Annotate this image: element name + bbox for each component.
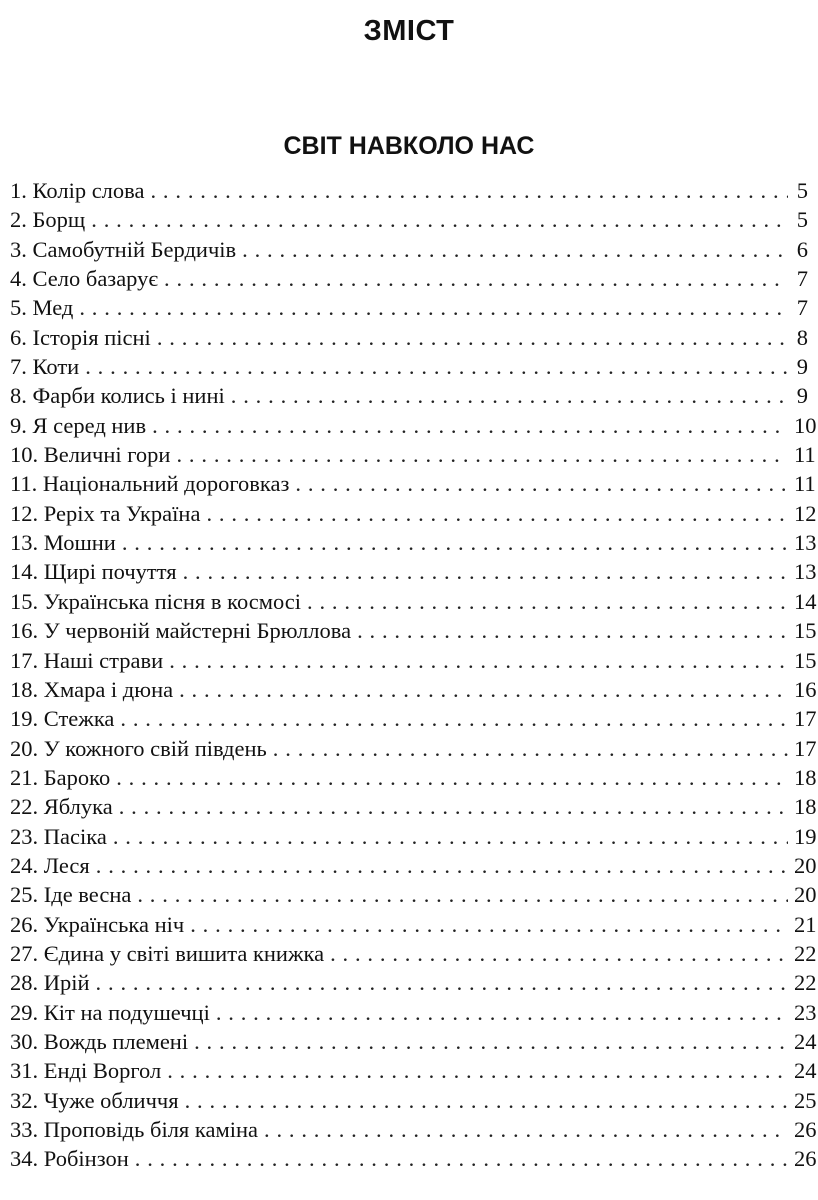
- toc-entry-page-number: 11: [794, 442, 816, 468]
- toc-entry-title: 18. Хмара і дюна: [10, 676, 174, 702]
- toc-entry-title: 30. Вождь племені: [10, 1028, 189, 1054]
- toc-entry[interactable]: [10, 205, 808, 234]
- dot-leader: [122, 528, 788, 557]
- dot-leader: [190, 910, 788, 939]
- dot-leader: [113, 822, 788, 851]
- toc-entry-title: 26. Українська ніч: [10, 911, 185, 937]
- dot-leader: [194, 1027, 788, 1056]
- toc-entry-title: 1. Колір слова: [10, 178, 145, 203]
- dot-leader: [137, 880, 788, 909]
- toc-entry-page-number: 13: [794, 559, 817, 585]
- dot-leader: [91, 205, 788, 234]
- toc-entry-title: 4. Село базарує: [10, 266, 159, 292]
- dot-leader: [119, 792, 788, 821]
- toc-entry-page-number: 14: [794, 588, 817, 614]
- toc-entry-page-number: 21: [794, 911, 817, 937]
- dot-leader: [231, 381, 788, 410]
- toc-entry-page-number: 24: [794, 1028, 817, 1054]
- toc-entry[interactable]: [10, 792, 817, 821]
- dot-leader: [164, 264, 788, 293]
- toc-entry[interactable]: [10, 910, 817, 939]
- toc-entry-page-number: 6: [796, 236, 808, 262]
- dot-leader: [135, 1144, 788, 1173]
- toc-entry-page-number: 20: [794, 882, 817, 908]
- toc-entry-title: 15. Українська пісня в космосі: [10, 588, 302, 614]
- toc-entry-page-number: 5: [796, 178, 808, 203]
- dot-leader: [85, 352, 788, 381]
- toc-entry[interactable]: [10, 734, 817, 763]
- toc-entry-page-number: 7: [796, 266, 808, 292]
- dot-leader: [167, 1056, 788, 1085]
- dot-leader: [264, 1115, 788, 1144]
- dot-leader: [116, 763, 788, 792]
- toc-entry-page-number: 9: [796, 383, 808, 409]
- toc-entry-title: 7. Коти: [10, 354, 80, 380]
- toc-entry-page-number: 5: [796, 207, 808, 233]
- toc-entry-title: 6. Історія пісні: [10, 324, 151, 350]
- toc-entry-title: 28. Ирій: [10, 970, 90, 996]
- dot-leader: [273, 734, 788, 763]
- toc-entry-page-number: 15: [794, 618, 817, 644]
- dot-leader: [307, 587, 788, 616]
- toc-entry-title: 14. Щирі почуття: [10, 559, 177, 585]
- toc-entry[interactable]: [10, 880, 817, 909]
- toc-entry-title: 16. У червоній майстерні Брюллова: [10, 618, 352, 644]
- toc-entry-title: 22. Яблука: [10, 794, 113, 820]
- dot-leader: [96, 968, 788, 997]
- toc-entry-title: 5. Мед: [10, 295, 74, 321]
- toc-entry[interactable]: [10, 1115, 817, 1144]
- toc-entry[interactable]: [10, 440, 816, 469]
- toc-entry-page-number: 26: [794, 1117, 817, 1142]
- dot-leader: [96, 851, 788, 880]
- toc-entry-page-number: 17: [794, 735, 817, 761]
- toc-entry[interactable]: [10, 822, 817, 851]
- toc-entry-page-number: 18: [794, 794, 817, 820]
- toc-entry-page-number: 18: [794, 764, 817, 790]
- toc-entry-page-number: 7: [796, 295, 808, 321]
- toc-entry-page-number: 13: [794, 530, 817, 556]
- dot-leader: [179, 675, 788, 704]
- toc-entry-page-number: 25: [794, 1087, 817, 1113]
- toc-entry[interactable]: [10, 528, 817, 557]
- toc-entry[interactable]: [10, 1056, 817, 1085]
- toc-entry-title: 21. Бароко: [10, 764, 111, 790]
- toc-entry[interactable]: [10, 557, 817, 586]
- toc-entry-page-number: 8: [796, 324, 808, 350]
- dot-leader: [242, 235, 788, 264]
- dot-leader: [157, 323, 788, 352]
- toc-entry-title: 8. Фарби колись і нині: [10, 383, 225, 409]
- toc-entry[interactable]: [10, 411, 817, 440]
- toc-entry-page-number: 11: [794, 471, 816, 497]
- toc-entry[interactable]: [10, 998, 817, 1027]
- dot-leader: [330, 939, 788, 968]
- toc-entry-title: 29. Кіт на подушечці: [10, 999, 210, 1025]
- dot-leader: [176, 440, 788, 469]
- section-title: СВІТ НАВКОЛО НАС: [283, 132, 535, 160]
- toc-entry[interactable]: [10, 616, 817, 645]
- toc-entry[interactable]: [10, 675, 817, 704]
- dot-leader: [185, 1086, 788, 1115]
- toc-entry[interactable]: [10, 968, 817, 997]
- toc-entry[interactable]: [10, 469, 816, 498]
- toc-entry[interactable]: [10, 352, 808, 381]
- toc-entry-page-number: 19: [794, 823, 817, 849]
- toc-entry-page-number: 22: [794, 940, 817, 966]
- toc-entry[interactable]: [10, 851, 817, 880]
- toc-entry[interactable]: [10, 1144, 817, 1173]
- toc-entry-title: 3. Самобутній Бердичів: [10, 236, 237, 262]
- toc-entry-page-number: 17: [794, 706, 817, 732]
- page-title: ЗМІСТ: [363, 15, 455, 47]
- toc-entry-page-number: 23: [794, 999, 817, 1025]
- toc-entry[interactable]: [10, 1086, 817, 1115]
- toc-entry-title: 10. Величні гори: [10, 442, 171, 468]
- toc-entry[interactable]: [10, 587, 817, 616]
- toc-entry[interactable]: [10, 264, 808, 293]
- dot-leader: [295, 469, 788, 498]
- toc-entry[interactable]: [10, 323, 808, 352]
- toc-entry-title: 27. Єдина у світі вишита книжка: [10, 940, 325, 966]
- toc-entry-title: 33. Проповідь біля каміна: [10, 1117, 258, 1142]
- dot-leader: [169, 646, 788, 675]
- toc-entry-page-number: 12: [794, 500, 817, 526]
- dot-leader: [206, 499, 788, 528]
- toc-entry[interactable]: [10, 646, 817, 675]
- toc-entry-title: 24. Леся: [10, 852, 90, 878]
- toc-entry-title: 9. Я серед нив: [10, 412, 147, 438]
- toc-entry-page-number: 26: [794, 1146, 817, 1172]
- toc-entry-page-number: 10: [794, 412, 817, 438]
- toc-entry[interactable]: [10, 235, 808, 264]
- toc-entry-title: 25. Іде весна: [10, 882, 132, 908]
- toc-entry[interactable]: [10, 704, 817, 733]
- toc-entry[interactable]: [10, 176, 808, 205]
- toc-entry-page-number: 16: [794, 676, 817, 702]
- toc-entry-title: 2. Борщ: [10, 207, 86, 233]
- toc-entry[interactable]: [10, 293, 808, 322]
- toc-entry-title: 11. Національний дороговказ: [10, 471, 290, 497]
- toc-entry[interactable]: [10, 1027, 817, 1056]
- toc-entry[interactable]: [10, 939, 817, 968]
- toc-entry-title: 12. Реріх та Україна: [10, 500, 201, 526]
- toc-entry-title: 31. Енді Воргол: [10, 1058, 162, 1084]
- dot-leader: [357, 616, 788, 645]
- toc-entry-page-number: 22: [794, 970, 817, 996]
- toc-entry-title: 19. Стежка: [10, 706, 115, 732]
- dot-leader: [79, 293, 788, 322]
- dot-leader: [152, 411, 788, 440]
- toc-entry-title: 20. У кожного свій південь: [10, 735, 267, 761]
- toc-entry-title: 34. Робінзон: [10, 1146, 129, 1172]
- toc-entry-page-number: 15: [794, 647, 817, 673]
- toc-entry-title: 23. Пасіка: [10, 823, 107, 849]
- toc-entry-title: 13. Мошни: [10, 530, 116, 556]
- dot-leader: [183, 557, 788, 586]
- toc-entry[interactable]: [10, 381, 808, 410]
- toc-entry-title: 32. Чуже обличчя: [10, 1087, 179, 1113]
- table-of-contents: [10, 176, 817, 1174]
- toc-entry-page-number: 9: [796, 354, 808, 380]
- toc-entry[interactable]: [10, 763, 817, 792]
- toc-entry-page-number: 24: [794, 1058, 817, 1084]
- dot-leader: [216, 998, 788, 1027]
- toc-entry-title: 17. Наші страви: [10, 647, 164, 673]
- toc-entry[interactable]: [10, 499, 817, 528]
- dot-leader: [150, 176, 788, 205]
- toc-entry-page-number: 20: [794, 852, 817, 878]
- dot-leader: [120, 704, 788, 733]
